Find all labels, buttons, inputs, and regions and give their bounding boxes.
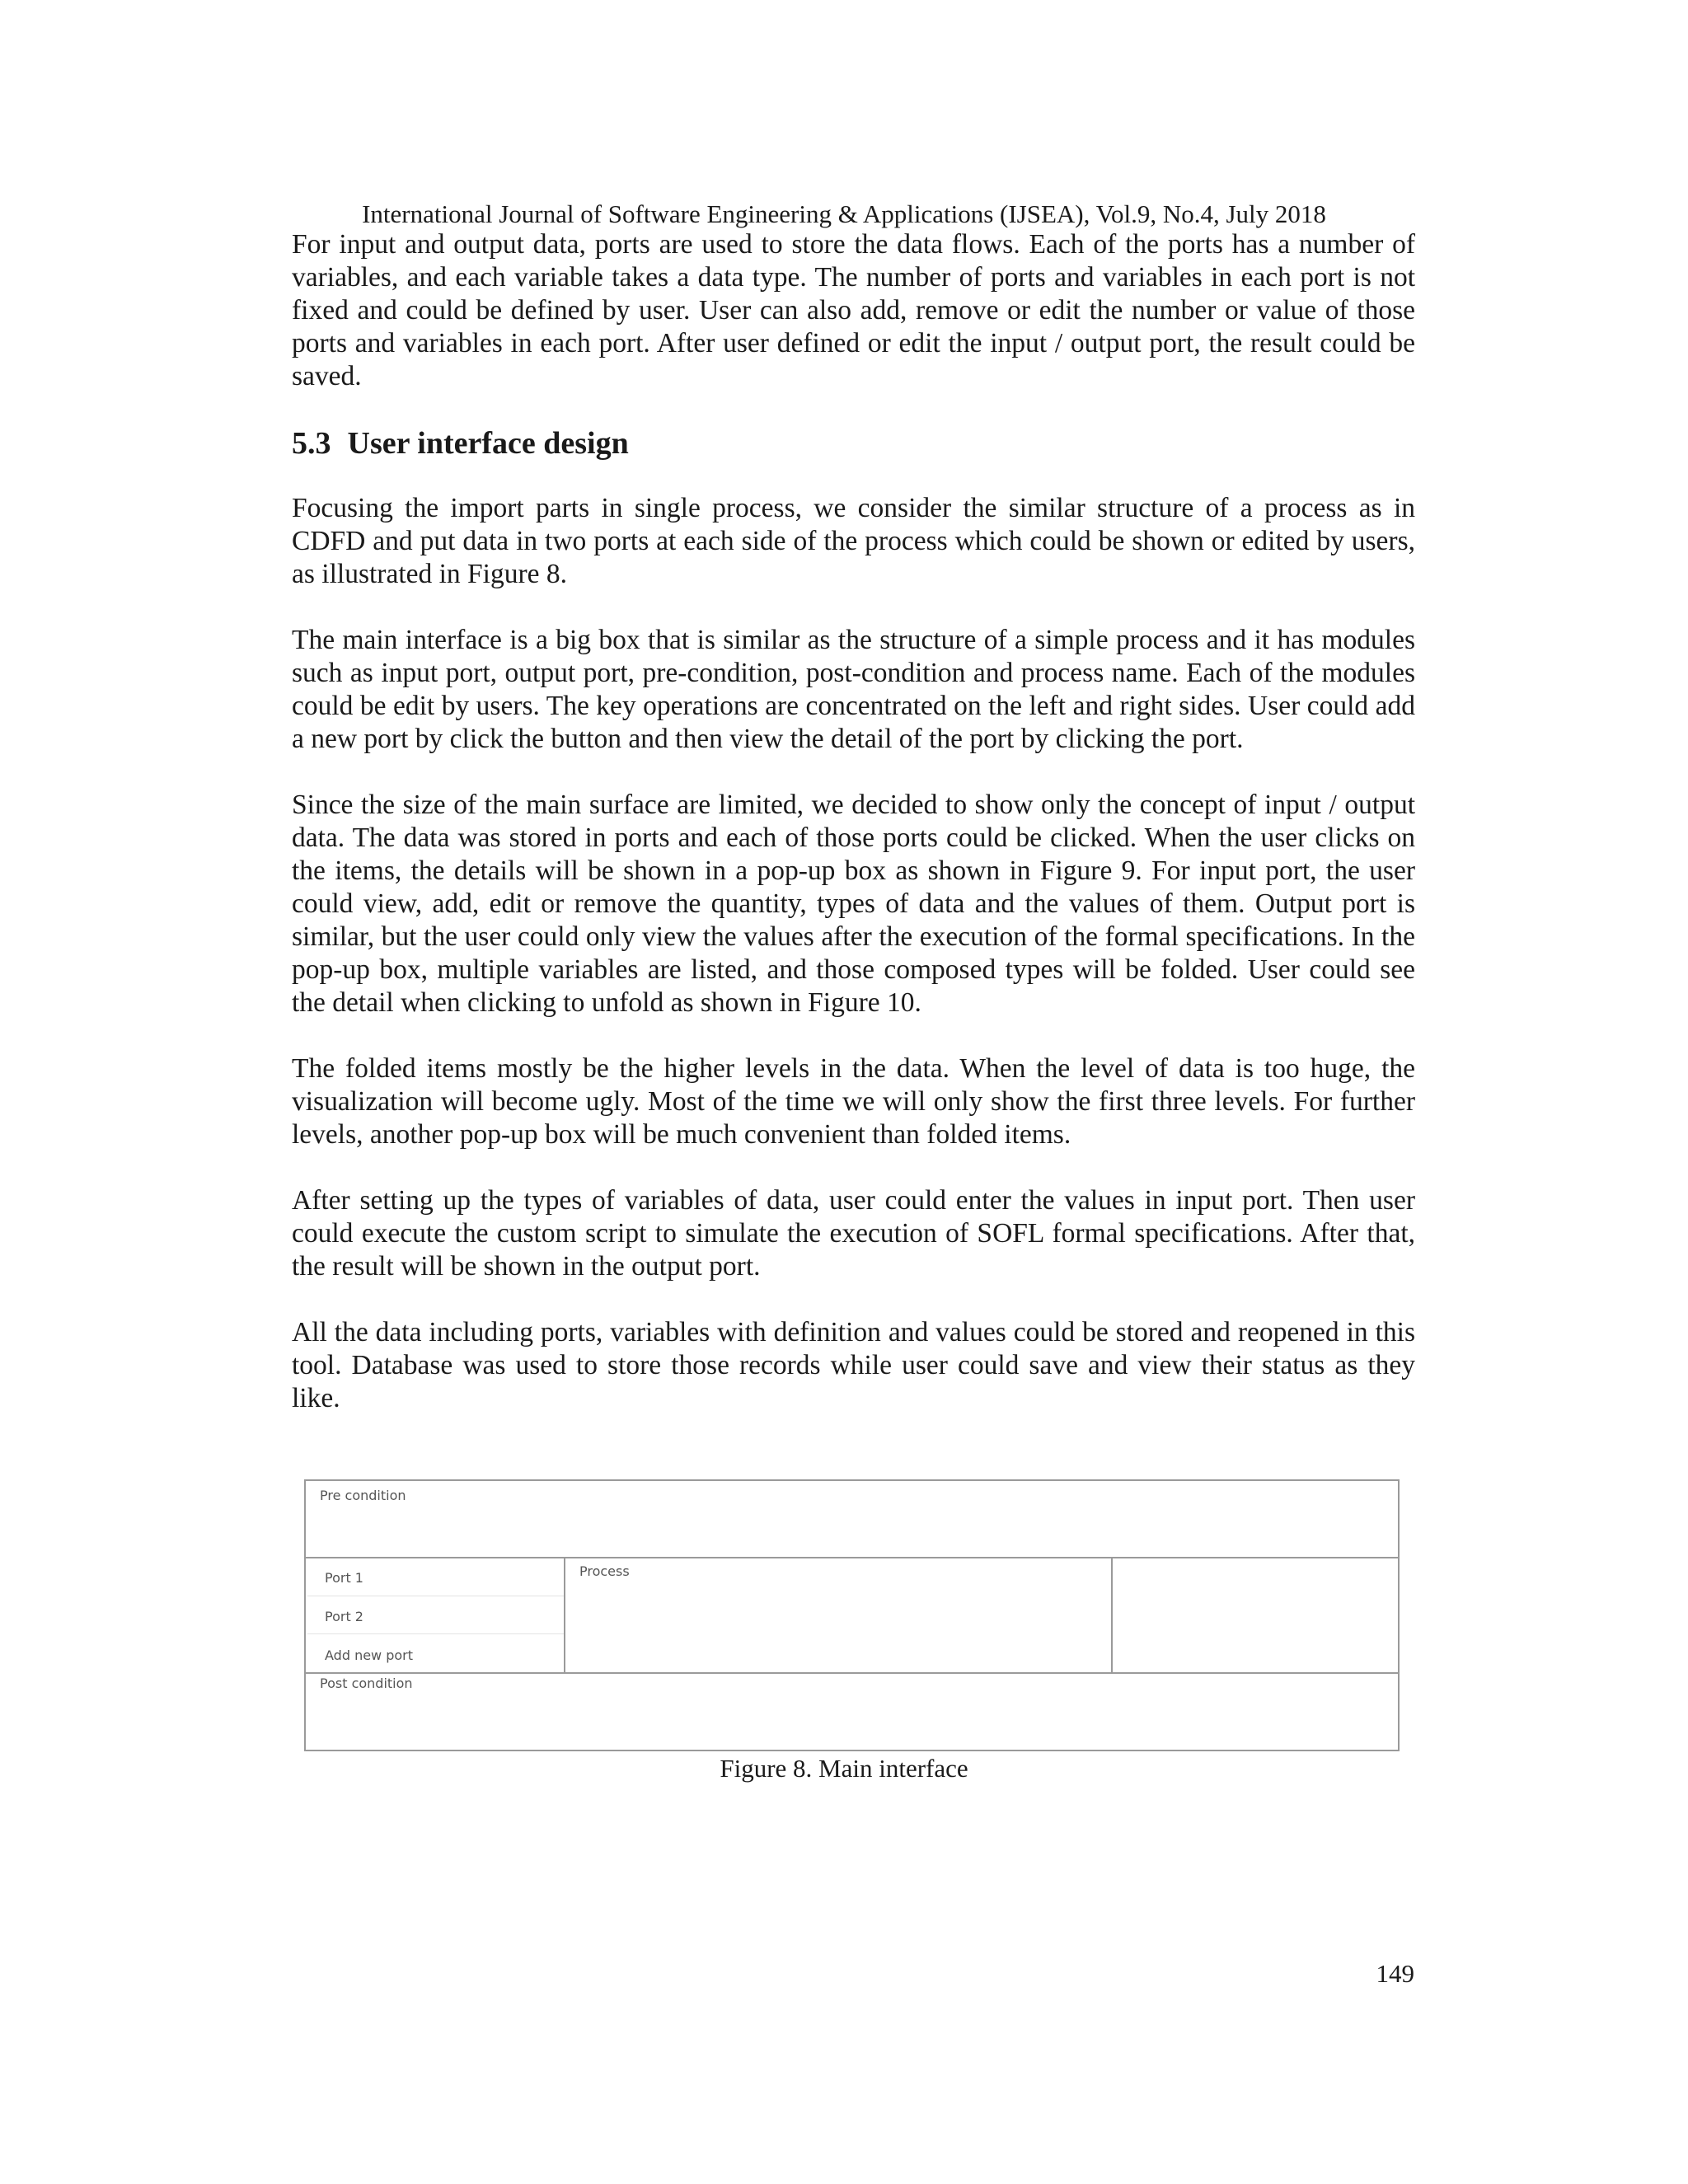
post-condition-label[interactable]: Post condition	[320, 1675, 413, 1691]
divider	[306, 1557, 1398, 1558]
port-2-item[interactable]: Port 2	[325, 1609, 363, 1624]
paragraph: The main interface is a big box that is similar as the structure of a simple process and it has modules such as input port, output port, pre-condition, post-condition and process name. Each of the modules could be edit by users. The key operations are concentrated on the left and right sides. User could add a new port by click the button and then view the detail of the port by clicking the port.	[292, 625, 1415, 754]
divider	[306, 1672, 1398, 1674]
divider	[307, 1633, 564, 1634]
add-new-port-button[interactable]: Add new port	[325, 1647, 414, 1663]
paragraph: Focusing the import parts in single process, we consider the similar structure of a process as in CDFD and put data in two ports at each side of the process which could be shown or edited by users, as illustrated in Figure 8.	[292, 493, 1415, 589]
section-title: User interface design	[347, 426, 629, 461]
paragraph: For input and output data, ports are used to store the data flows. Each of the ports has a number of variables, and each variable takes a data type. The number of ports and variables in each port is not fixed and could be defined by user. User can also add, remove or edit the number or value of those ports and variables in each port. After user defined or edit the input / output port, the result could be saved.	[292, 229, 1415, 391]
journal-header: International Journal of Software Engineering & Applications (IJSEA), Vol.9, No.4, July 2018	[362, 199, 1326, 228]
paragraph: After setting up the types of variables of data, user could enter the values in input port. Then user could execute the custom script to simulate the execution of SOFL formal specifications. After that, the result will be shown in the output port.	[292, 1185, 1415, 1282]
paragraph: The folded items mostly be the higher levels in the data. When the level of data is too huge, the visualization will become ugly. Most of the time we will only show the first three levels. For further levels, another pop-up box will be much convenient than folded items.	[292, 1053, 1415, 1150]
paragraph: All the data including ports, variables with definition and values could be stored and reopened in this tool. Database was used to store those records while user could save and view their status as they like.	[292, 1317, 1415, 1413]
section-heading	[292, 423, 629, 464]
pre-condition-label[interactable]: Pre condition	[320, 1488, 406, 1503]
main-interface-figure	[304, 1479, 1400, 1751]
section-body	[292, 492, 1415, 1448]
figure-caption: Figure 8. Main interface	[720, 1754, 968, 1783]
process-label[interactable]: Process	[579, 1563, 630, 1579]
intro-paragraph	[292, 228, 1415, 426]
port-1-item[interactable]: Port 1	[325, 1570, 363, 1586]
section-number: 5.3	[292, 426, 331, 461]
page-number: 149	[1376, 1959, 1414, 1988]
divider	[1111, 1557, 1113, 1672]
paragraph: Since the size of the main surface are limited, we decided to show only the concept of input / output data. The data was stored in ports and each of those ports could be clicked. When the user clicks on the items, the details will be shown in a pop-up box as shown in Figure 9. For input port, the user could view, add, edit or remove the quantity, types of data and the values of them. Output port is similar, but the user could only view the values after the execution of the formal specifications. In the pop-up box, multiple variables are listed, and those composed types will be folded. User could see the detail when clicking to unfold as shown in Figure 10.	[292, 790, 1415, 1018]
divider	[564, 1557, 565, 1672]
